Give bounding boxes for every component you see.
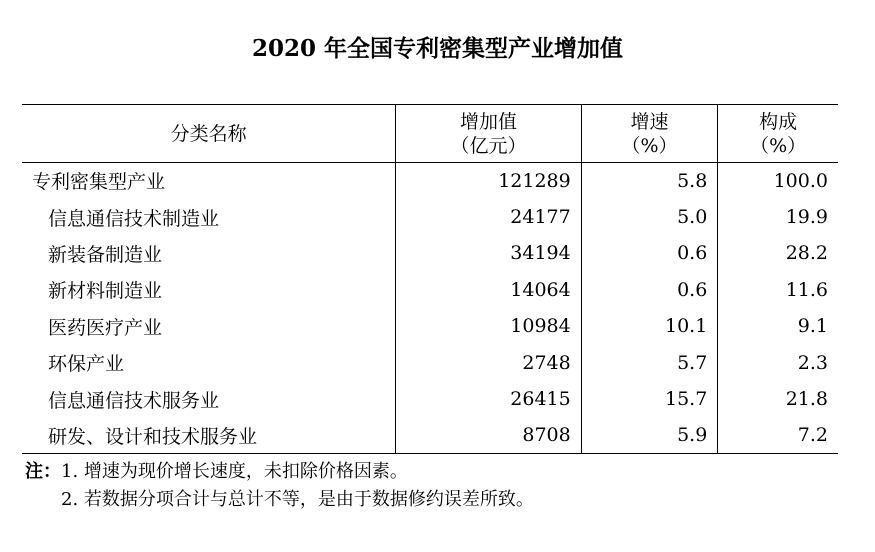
note-text: 1. 增速为现价增长速度，未扣除价格因素。 [61,461,408,482]
row-growth: 15.7 [581,381,718,417]
row-share: 100.0 [718,163,838,199]
header-category: 分类名称 [22,105,396,163]
table-row [22,344,838,380]
row-value: 2748 [396,344,581,380]
row-share: 28.2 [718,235,838,271]
row-name: 医药医疗产业 [48,316,163,339]
row-share: 19.9 [718,199,838,235]
row-name: 新材料制造业 [48,280,163,303]
row-share: 9.1 [718,308,838,344]
row-name: 新装备制造业 [48,243,163,266]
header-value: 增加值 （亿元） [396,105,581,163]
header-growth: 增速 （%） [581,105,718,163]
row-growth: 0.6 [581,235,718,271]
table-row [22,308,838,344]
row-value: 8708 [396,417,581,453]
row-value: 26415 [396,381,581,417]
row-growth: 5.7 [581,344,718,380]
table-header-row [22,105,838,163]
row-value: 14064 [396,272,581,308]
row-name: 专利密集型产业 [32,171,166,194]
table-row [22,272,838,308]
note-2 [25,486,534,514]
row-growth: 5.0 [581,199,718,235]
table-row [22,417,838,453]
row-growth: 5.8 [581,163,718,199]
header-share: 构成 （%） [718,105,838,163]
note-1 [25,458,534,486]
row-share: 21.8 [718,381,838,417]
note-text: 2. 若数据分项合计与总计不等，是由于数据修约误差所致。 [61,489,534,510]
row-share: 7.2 [718,417,838,453]
row-value: 10984 [396,308,581,344]
industry-value-table [22,104,838,454]
table-row [22,163,838,199]
row-share: 11.6 [718,272,838,308]
row-share: 2.3 [718,344,838,380]
table-row [22,199,838,235]
row-growth: 5.9 [581,417,718,453]
table-row [22,235,838,271]
notes-label: 注： [25,461,61,482]
row-name: 环保产业 [48,353,125,376]
table-notes [25,458,534,514]
row-growth: 10.1 [581,308,718,344]
row-value: 34194 [396,235,581,271]
row-value: 24177 [396,199,581,235]
row-name: 信息通信技术制造业 [48,207,220,230]
table-row [22,381,838,417]
row-name: 研发、设计和技术服务业 [22,417,396,453]
row-value: 121289 [396,163,581,199]
row-name: 信息通信技术服务业 [48,389,220,412]
row-growth: 0.6 [581,272,718,308]
page-title: 2020 年全国专利密集型产业增加值 [251,35,624,62]
